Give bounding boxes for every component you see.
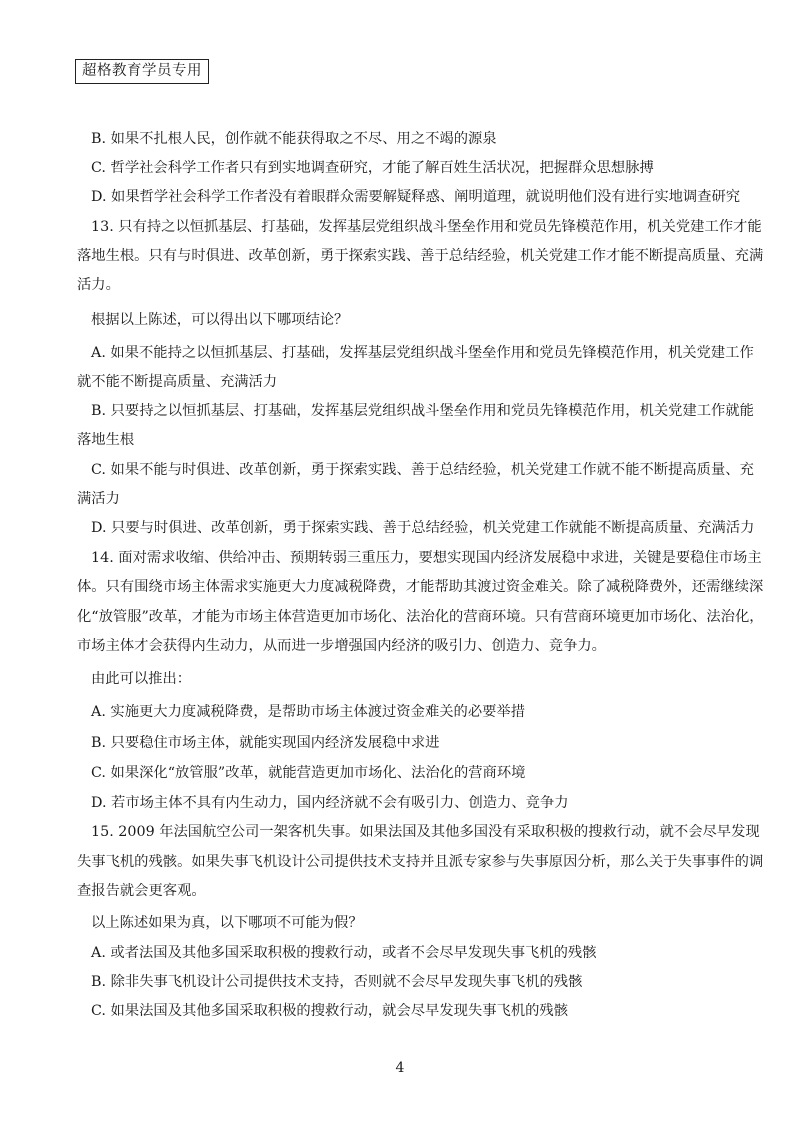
question-14-prompt: 由此可以推出： (91, 671, 192, 687)
question-15-prompt: 以上陈述如果为真，以下哪项不可能为假？ (91, 915, 363, 931)
option-b-q14: B. 只要稳住市场主体，就能实现国内经济发展稳中求进 (91, 735, 440, 751)
question-13-line-1: 13. 只有持之以恒抓基层、打基础，发挥基层党组织战斗堡垒作用和党员先锋模范作用，机关党建工作才能 (91, 219, 762, 235)
question-13-prompt: 根据以上陈述，可以得出以下哪项结论？ (91, 312, 349, 328)
option-b-q13-line-1: B. 只要持之以恒抓基层、打基础，发挥基层党组织战斗堡垒作用和党员先锋模范作用，机关党建工作就能 (91, 403, 754, 419)
page-number: 4 (395, 1060, 405, 1076)
question-14-line-2: 体。只有围绕市场主体需求实施更大力度减税降费，才能帮助其渡过资金难关。除了减税降费外，还需继续深 (77, 579, 764, 595)
option-d-q13: D. 只要与时俱进、改革创新，勇于探索实践、善于总结经验，机关党建工作就能不断提高质量、充满活力 (91, 520, 755, 536)
question-13-line-3: 活力。 (77, 277, 120, 293)
question-14-line-1: 14. 面对需求收缩、供给冲击、预期转弱三重压力，要想实现国内经济发展稳中求进，关键是要稳住市场主 (91, 550, 762, 566)
question-14-line-3: 化“放管服”改革，才能为市场主体营造更加市场化、法治化的营商环境。只有营商环境更加市场化、法治化， (77, 609, 764, 625)
question-14-line-4: 市场主体才会获得内生动力，从而进一步增强国内经济的吸引力、创造力、竞争力。 (77, 638, 606, 654)
question-15-line-2: 失事飞机的残骸。如果失事飞机设计公司提供技术支持并且派专家参与失事原因分析，那么关于失事事件的调 (77, 854, 764, 870)
option-d-q14: D. 若市场主体不具有内生动力，国内经济就不会有吸引力、创造力、竞争力 (91, 795, 569, 811)
option-a-q15: A. 或者法国及其他多国采取积极的搜救行动，或者不会尽早发现失事飞机的残骸 (91, 945, 597, 961)
option-c-q15: C. 如果法国及其他多国采取积极的搜救行动，就会尽早发现失事飞机的残骸 (91, 1003, 569, 1019)
option-a-q13-line-2: 就不能不断提高质量、充满活力 (77, 374, 278, 390)
header-label-box (75, 59, 209, 84)
question-13-line-2: 落地生根。只有与时俱进、改革创新，勇于探索实践、善于总结经验，机关党建工作才能不断提高质量、充满 (77, 248, 764, 264)
option-d-q12: D. 如果哲学社会科学工作者没有着眼群众需要解疑释惑、阐明道理，就说明他们没有进行实地调查研究 (91, 189, 741, 205)
option-c-q13-line-2: 满活力 (77, 491, 120, 507)
option-c-q12: C. 哲学社会科学工作者只有到实地调查研究，才能了解百姓生活状况，把握群众思想脉搏 (91, 160, 654, 176)
option-a-q14: A. 实施更大力度减税降费，是帮助市场主体渡过资金难关的必要举措 (91, 704, 526, 720)
header-label: 超格教育学员专用 (82, 63, 202, 79)
question-15-line-1: 15. 2009 年法国航空公司一架客机失事。如果法国及其他多国没有采取积极的搜救行动，就不会尽早发现 (91, 824, 760, 840)
question-15-line-3: 查报告就会更客观。 (77, 883, 206, 899)
option-b-q13-line-2: 落地生根 (77, 432, 135, 448)
option-c-q13-line-1: C. 如果不能与时俱进、改革创新，勇于探索实践、善于总结经验，机关党建工作就不能不断提高质量、充 (91, 462, 754, 478)
option-b-q12: B. 如果不扎根人民，创作就不能获得取之不尽、用之不竭的源泉 (91, 131, 497, 147)
option-a-q13-line-1: A. 如果不能持之以恒抓基层、打基础，发挥基层党组织战斗堡垒作用和党员先锋模范作用，机关党建工作 (91, 345, 754, 361)
option-b-q15: B. 除非失事飞机设计公司提供技术支持，否则就不会尽早发现失事飞机的残骸 (91, 974, 583, 990)
option-c-q14: C. 如果深化“放管服”改革，就能营造更加市场化、法治化的营商环境 (91, 765, 526, 781)
